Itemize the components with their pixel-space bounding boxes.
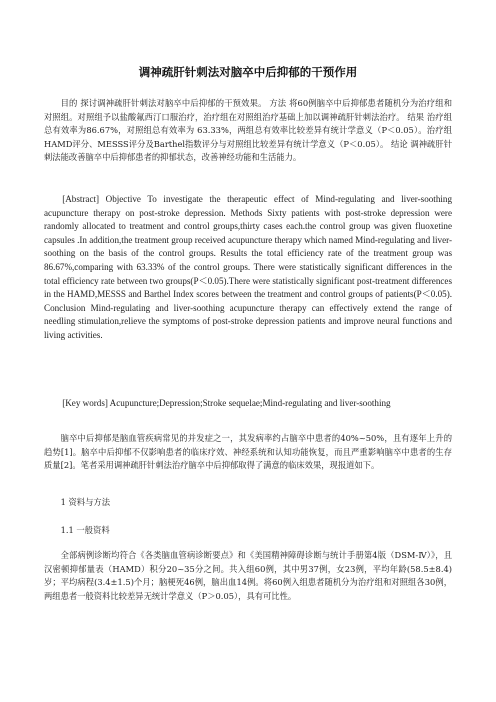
section-heading: 1 资料与方法 [60,497,110,507]
introduction-paragraph: 脑卒中后抑郁是脑血管疾病常见的并发症之一，其发病率约占脑卒中患者的40%~50%，且有逐年上升的趋势[1]。脑卒中后抑郁不仅影响患者的临床疗效、神经系统和认知功能恢复，而且严重影响脑卒中患者的生存质量[2]。笔者采用调神疏肝针刺法治疗脑卒中后抑郁取得了满意的临床效果，现报道如下。 [44,433,452,471]
english-abstract: [Abstract] Objective To investigate the therapeutic effect of Mind-regulating and liver-soothing acupuncture therapy on post-stroke depression. Methods Sixty patients with post-stroke depression were randomly allocated to treatment and control groups,thirty cases each.the control group was given fluoxetine capsules .In addition,the treatment group received acupuncture therapy which named Mind-regulating and liver-soothing on the basis of the control groups. Results the total efficiency rate of the treatment group was 86.67%,comparing with 63.33% of the control groups. There were statistically significant differences in the total efficiency rate between two groups(P＜0.05).There were statistically significant post-treatment differences in the HAMD,MESSS and Barthel Index scores between the treatment and control groups of patients(P＜0.05). Conclusion Mind-regulating and liver-soothing acupuncture therapy can effectively extend the range of needling stimulation,relieve the symptoms of post-stroke depression patients and improve neural functions and living activities. [44,194,452,340]
keywords: [Key words] Acupuncture;Depression;Stroke sequelae;Mind-regulating and liver-soothing [62,398,391,408]
paper-title: 调神疏肝针刺法对脑卒中后抑郁的干预作用 [138,65,358,79]
general-data-paragraph: 全部病例诊断均符合《各类脑血管病诊断要点》和《美国精神障碍诊断与统计手册第4版（DSM-Ⅳ）》，且汉密顿抑郁量表（HAMD）积分20~35分之间。共入组60例，其中男37例，女23例，平均年龄(58.5±8.4)岁；平均病程(3.4±1.5)个月；脑梗死46例，脑出血14例。将60例入组患者随机分为治疗组和对照组各30例，两组患者一般资料比较差异无统计学意义（P＞0.05），具有可比性。 [44,550,452,601]
chinese-abstract: 目的 探讨调神疏肝针刺法对脑卒中后抑郁的干预效果。 方法 将60例脑卒中后抑郁患者随机分为治疗组和对照组。对照组予以盐酸氟西汀口服治疗，治疗组在对照组治疗基础上加以调神疏肝针刺法治疗。 结果 治疗组总有效率为86.67%，对照组总有效率为 63.33%，两组总有效率比较差异有统计学意义（P＜0.05）。治疗组HAMD评分、MESSS评分及Barthel指数评分与对照组比较差异有统计学意义（P＜0.05）。 结论 调神疏肝针刺法能改善脑卒中后抑郁患者的抑郁状态，改善神经功能和生活能力。 [44,98,452,163]
subsection-heading: 1.1 一般资料 [60,525,110,535]
